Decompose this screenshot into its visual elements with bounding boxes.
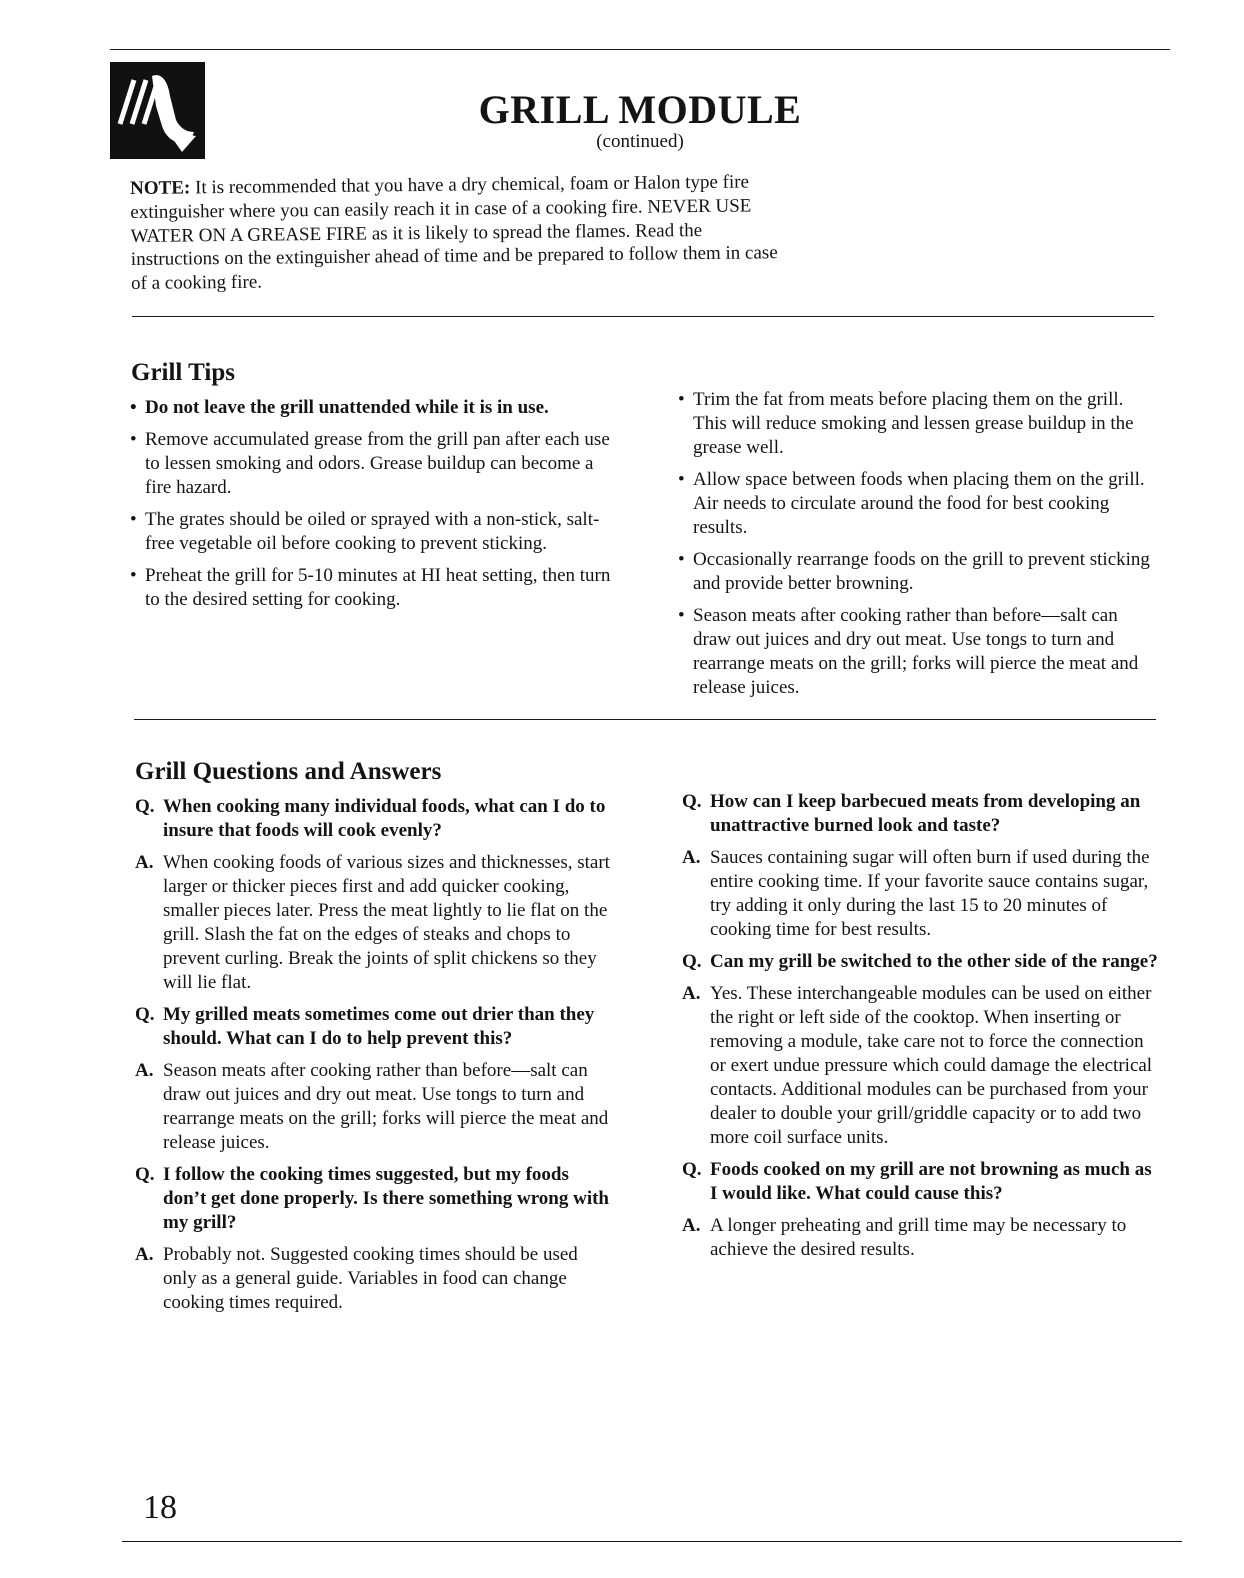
tip-item: • Trim the fat from meats before placing them on the grill. This will reduce smoking and lessen grease buildup in the grease well. bbox=[678, 388, 1158, 460]
tip-item: • Preheat the grill for 5-10 minutes at HI heat setting, then turn to the desired setting for cooking. bbox=[130, 564, 620, 612]
grill-tips-heading: Grill Tips bbox=[131, 359, 235, 386]
note-label: NOTE: bbox=[130, 177, 191, 199]
question-label: Q. bbox=[135, 1164, 155, 1185]
tip-item: • Season meats after cooking rather than before—salt can draw out juices and dry out meat. Use tongs to turn and rearrange meats on the grill; forks will pierce the meat and release juices. bbox=[678, 604, 1158, 700]
question-label: Q. bbox=[682, 1159, 702, 1180]
answer-text: A longer preheating and grill time may be necessary to achieve the desired results. bbox=[710, 1215, 1127, 1260]
answer bbox=[682, 846, 1162, 942]
tip-item: • Do not leave the grill unattended while it is in use. bbox=[130, 396, 620, 420]
question-text: Foods cooked on my grill are not browning as much as I would like. What could cause this? bbox=[710, 1159, 1152, 1204]
question-label: Q. bbox=[682, 951, 702, 972]
answer bbox=[135, 1059, 615, 1155]
answer-label: A. bbox=[135, 852, 154, 873]
question-label: Q. bbox=[682, 791, 702, 812]
fire-safety-note bbox=[130, 170, 781, 296]
answer-label: A. bbox=[682, 847, 701, 868]
question bbox=[135, 795, 615, 843]
answer-label: A. bbox=[682, 983, 701, 1004]
note-text: It is recommended that you have a dry chemical, foam or Halon type fire extinguisher where you can easily reach it in case of a cooking fire. NEVER USE WATER ON A GREASE FIRE as it is likely to spread the flames. Read the instructions on the extinguisher ahead of time and be prepared to follow them in case of a cooking fire. bbox=[130, 171, 778, 295]
page-subtitle: (continued) bbox=[596, 131, 684, 152]
answer-text: When cooking foods of various sizes and thicknesses, start larger or thicker pieces first and add quicker cooking, smaller pieces later. Press the meat lightly to lie flat on the grill. Slash the fat on the edges of steaks and chops to prevent curling. Break the joints of split chickens so they will lie flat. bbox=[163, 852, 610, 993]
grill-qa-heading: Grill Questions and Answers bbox=[135, 758, 442, 785]
question bbox=[135, 1003, 615, 1051]
question-text: I follow the cooking times suggested, but my foods don’t get done properly. Is there something wrong with my grill? bbox=[163, 1164, 609, 1233]
answer bbox=[135, 1243, 615, 1315]
question bbox=[682, 1158, 1162, 1206]
page-title: GRILL MODULE bbox=[478, 87, 802, 132]
grill-hand-logo-icon bbox=[110, 62, 205, 159]
question-label: Q. bbox=[135, 1004, 155, 1025]
answer-label: A. bbox=[682, 1215, 701, 1236]
section-divider bbox=[132, 316, 1154, 317]
question-text: My grilled meats sometimes come out drier than they should. What can I do to help prevent this? bbox=[163, 1004, 595, 1049]
question-text: Can my grill be switched to the other side of the range? bbox=[710, 951, 1158, 972]
answer-label: A. bbox=[135, 1060, 154, 1081]
qa-right-column bbox=[682, 790, 1162, 1270]
tip-item: • Remove accumulated grease from the grill pan after each use to lessen smoking and odors. Grease buildup can become a fire hazard. bbox=[130, 428, 620, 500]
question-label: Q. bbox=[135, 796, 155, 817]
answer-text: Probably not. Suggested cooking times should be used only as a general guide. Variables in food can change cooking times required. bbox=[163, 1244, 578, 1313]
question bbox=[135, 1163, 615, 1235]
answer bbox=[135, 851, 615, 995]
question bbox=[682, 790, 1162, 838]
question bbox=[682, 950, 1162, 974]
question-text: When cooking many individual foods, what can I do to insure that foods will cook evenly? bbox=[163, 796, 606, 841]
tip-item: • The grates should be oiled or sprayed with a non-stick, salt-free vegetable oil before cooking to prevent sticking. bbox=[130, 508, 620, 556]
page-number: 18 bbox=[143, 1489, 177, 1526]
top-divider bbox=[110, 49, 1170, 50]
tip-item: • Allow space between foods when placing them on the grill. Air needs to circulate around the food for best cooking results. bbox=[678, 468, 1158, 540]
answer-text: Yes. These interchangeable modules can be used on either the right or left side of the cooktop. When inserting or removing a module, take care not to force the connection or exert undue pressure which could damage the electrical contacts. Additional modules can be purchased from your dealer to double your grill/griddle capacity or to add two more coil surface units. bbox=[710, 983, 1153, 1148]
answer bbox=[682, 982, 1162, 1150]
tip-item: • Occasionally rearrange foods on the grill to prevent sticking and provide better browning. bbox=[678, 548, 1158, 596]
qa-left-column bbox=[135, 795, 615, 1323]
answer-text: Season meats after cooking rather than before—salt can draw out juices and dry out meat. Use tongs to turn and rearrange meats on the grill; forks will pierce the meat and release juices. bbox=[163, 1060, 609, 1153]
question-text: How can I keep barbecued meats from developing an unattractive burned look and taste? bbox=[710, 791, 1141, 836]
grill-tips-right-column bbox=[678, 388, 1158, 708]
grill-tips-left-column bbox=[130, 396, 620, 620]
bottom-divider bbox=[122, 1541, 1182, 1542]
answer bbox=[682, 1214, 1162, 1262]
section-divider bbox=[134, 719, 1156, 720]
answer-text: Sauces containing sugar will often burn if used during the entire cooking time. If your favorite sauce contains sugar, try adding it only during the last 15 to 20 minutes of cooking time for best results. bbox=[710, 847, 1150, 940]
answer-label: A. bbox=[135, 1244, 154, 1265]
